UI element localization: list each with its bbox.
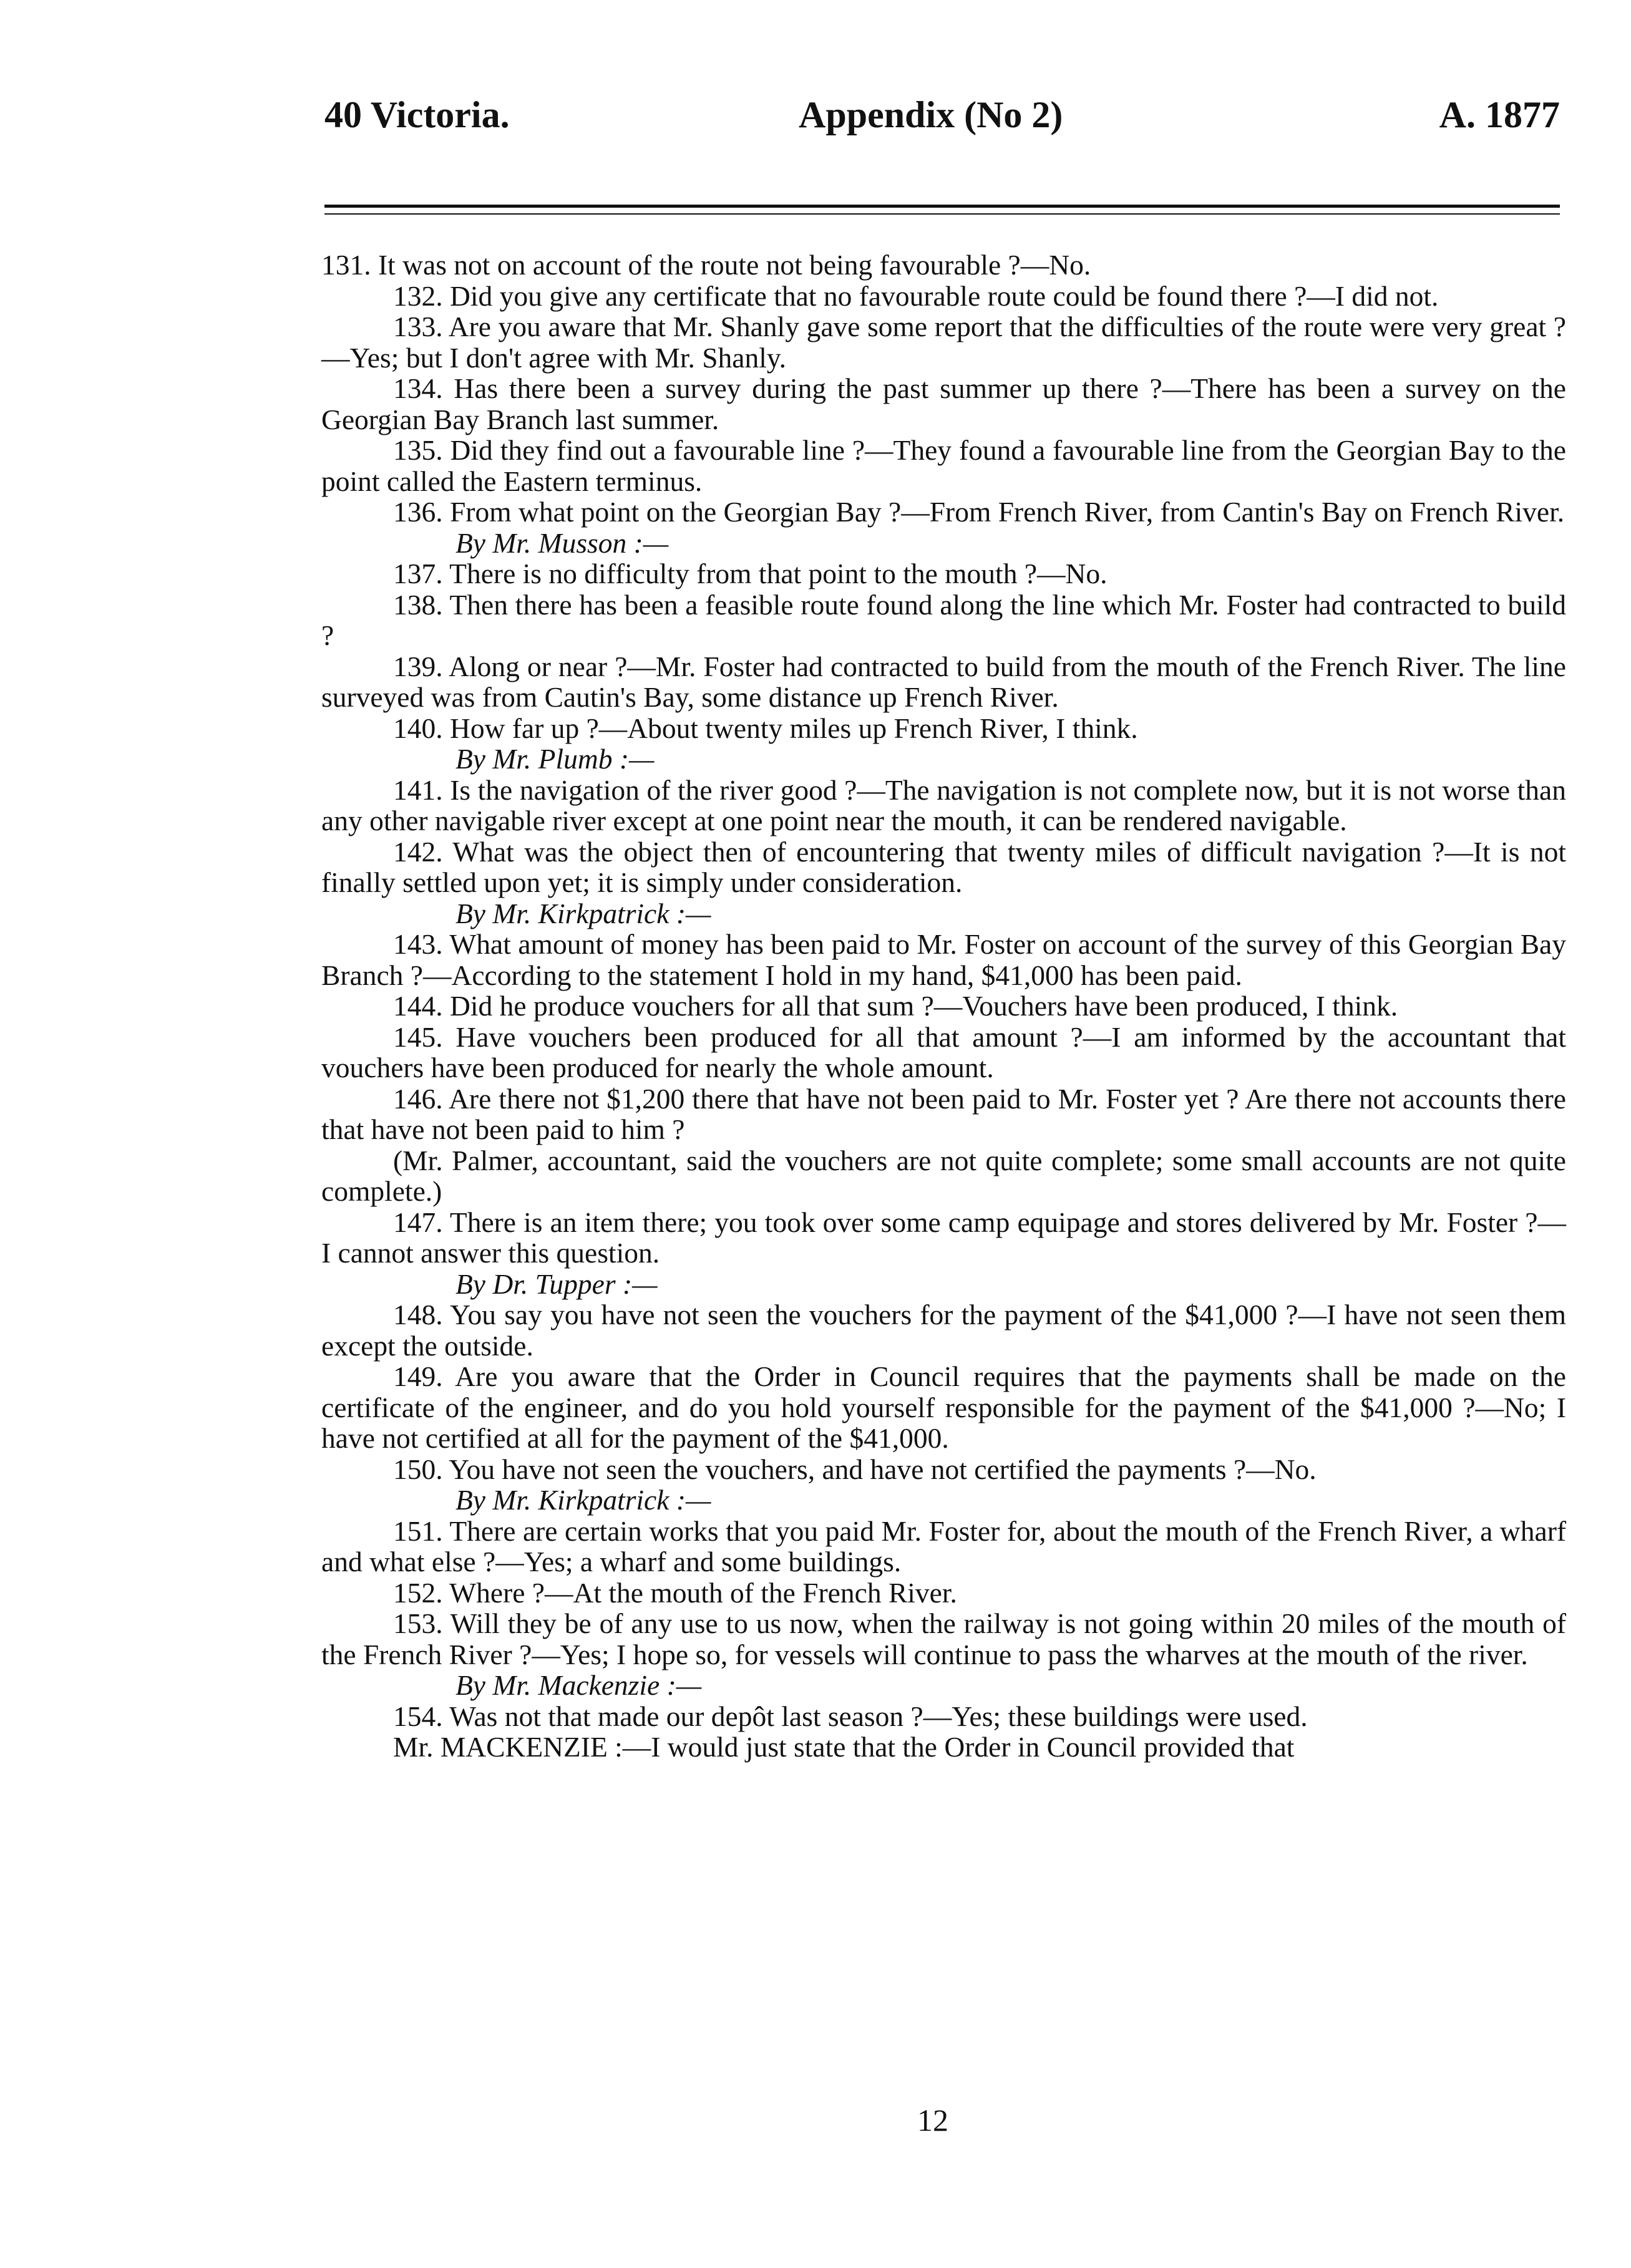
paragraph-139: 139. Along or near ?—Mr. Foster had contracted to build from the mouth of the French River. The line surveyed was from Cautin's Bay, some distance up French River. <box>321 650 1566 713</box>
paragraph-141: 141. Is the navigation of the river good ?—The navigation is not complete now, but it is not worse than any other navigable river except at one point near the mouth, it can be rendered navigable. <box>321 773 1566 836</box>
paragraph-138: 138. Then there has been a feasible route found along the line which Mr. Foster had contracted to build ? <box>321 588 1566 651</box>
page-number: 12 <box>917 2103 948 2138</box>
paragraph-148: 148. You say you have not seen the vouchers for the payment of the $41,000 ?—I have not seen them except the outside. <box>321 1299 1566 1362</box>
paragraph-145: 145. Have vouchers been produced for all that amount ?—I am informed by the accountant that vouchers have been produced for nearly the whole amount. <box>321 1020 1566 1083</box>
paragraph-146: 146. Are there not $1,200 there that have not been paid to Mr. Foster yet ? Are there not accounts there that have not been paid to him ? <box>321 1082 1566 1145</box>
paragraph-133: 133. Are you aware that Mr. Shanly gave some report that the difficulties of the route were very great ?—Yes; but I don't agree with Mr. Shanly. <box>321 311 1566 374</box>
speaker-heading-kirkpatrick: By Mr. Kirkpatrick :— <box>455 897 711 929</box>
paragraph-152: 152. Where ?—At the mouth of the French River. <box>393 1576 957 1609</box>
paragraph-132: 132. Did you give any certificate that no favourable route could be found there ?—I did not. <box>393 279 1439 312</box>
speaker-heading-mackenzie: By Mr. Mackenzie :— <box>455 1669 702 1701</box>
speaker-heading-musson: By Mr. Musson :— <box>455 526 669 559</box>
paragraph-142: 142. What was the object then of encountering that twenty miles of difficult navigation ?—It is not finally settled upon yet; it is simply under consideration. <box>321 835 1566 898</box>
paragraph-149: 149. Are you aware that the Order in Council requires that the payments shall be made on the certificate of the engineer, and do you hold yourself responsible for the payment of the $41,000 ?—No; I have not certified at all for the payment of the $41,000. <box>321 1360 1566 1454</box>
paragraph-137: 137. There is no difficulty from that point to the mouth ?—No. <box>393 558 1108 589</box>
header-appendix: Appendix (No 2) <box>799 94 1063 135</box>
paragraph-154: 154. Was not that made our depôt last season ?—Yes; these buildings were used. <box>393 1700 1308 1732</box>
header-rule-thick <box>324 205 1560 208</box>
header-year: A. 1877 <box>1439 94 1560 135</box>
paragraph-151: 151. There are certain works that you paid Mr. Foster for, about the mouth of the French River, a wharf and what else ?—Yes; a wharf and some buildings. <box>321 1514 1566 1577</box>
paragraph-140: 140. How far up ?—About twenty miles up French River, I think. <box>393 712 1138 744</box>
running-header <box>324 94 1560 150</box>
speaker-heading-plumb: By Mr. Plumb :— <box>455 743 655 775</box>
speaker-heading-tupper: By Dr. Tupper :— <box>455 1267 658 1300</box>
paragraph-150: 150. You have not seen the vouchers, and have not certified the payments ?—No. <box>393 1453 1317 1485</box>
paragraph-153: 153. Will they be of any use to us now, when the railway is not going within 20 miles of the mouth of the French River ?—Yes; I hope so, for vessels will continue to pass the wharves at the mouth of the river. <box>321 1607 1566 1670</box>
paragraph-closing: Mr. MACKENZIE :—I would just state that the Order in Council provided that <box>393 1731 1295 1763</box>
paragraph-131: 131. It was not on account of the route not being favourable ?—No. <box>321 249 1091 281</box>
speaker-heading-kirkpatrick: By Mr. Kirkpatrick :— <box>455 1484 711 1516</box>
header-rule-thin <box>324 213 1560 215</box>
paragraph-143: 143. What amount of money has been paid to Mr. Foster on account of the survey of this Georgian Bay Branch ?—According to the statement I hold in my hand, $41,000 has been paid. <box>321 928 1566 991</box>
paragraph-accountant-note: (Mr. Palmer, accountant, said the vouchers are not quite complete; some small accounts are not quite complete.) <box>321 1144 1566 1207</box>
paragraph-135: 135. Did they find out a favourable line ?—They found a favourable line from the Georgian Bay to the point called the Eastern terminus. <box>321 434 1566 497</box>
paragraph-147: 147. There is an item there; you took over some camp equipage and stores delivered by Mr. Foster ?—I cannot answer this question. <box>321 1206 1566 1269</box>
header-volume: 40 Victoria. <box>324 94 510 135</box>
paragraph-136: 136. From what point on the Georgian Bay ?—From French River, from Cantin's Bay on French River. <box>393 496 1565 528</box>
paragraph-134: 134. Has there been a survey during the past summer up there ?—There has been a survey on the Georgian Bay Branch last summer. <box>321 372 1566 435</box>
paragraph-144: 144. Did he produce vouchers for all that sum ?—Vouchers have been produced, I think. <box>393 990 1398 1022</box>
testimony-body <box>321 250 1566 1763</box>
